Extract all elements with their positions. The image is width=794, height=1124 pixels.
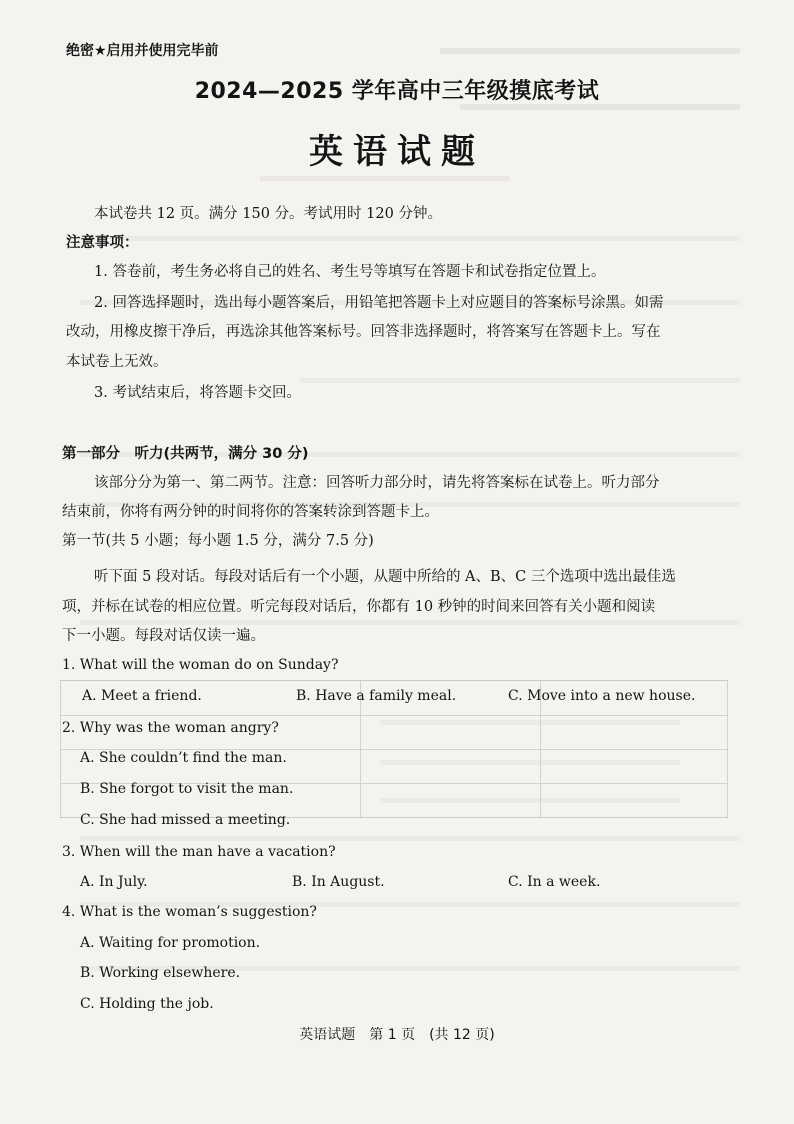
- question-1-option-a: A. Meet a friend.: [82, 688, 202, 704]
- subject-title: 英语试题: [309, 132, 485, 172]
- section1-line-1: 听下面 5 段对话。每段对话后有一个小题，从题中所给的 A、B、C 三个选项中选出最佳选: [94, 569, 676, 585]
- question-1-option-c: C. Move into a new house.: [508, 688, 696, 704]
- question-2-option-a: A. She couldn’t find the man.: [80, 750, 287, 766]
- question-2-option-c: C. She had missed a meeting.: [80, 812, 291, 828]
- question-1-stem: 1. What will the woman do on Sunday?: [62, 657, 339, 673]
- exam-intro: 本试卷共 12 页。满分 150 分。考试用时 120 分钟。: [94, 206, 442, 222]
- section1-line-3: 下一小题。每段对话仅读一遍。: [62, 628, 265, 644]
- notice-heading: 注意事项：: [66, 235, 139, 251]
- notice-item-2-line-1: 2. 回答选择题时，选出每小题答案后，用铅笔把答题卡上对应题目的答案标号涂黑。如需: [94, 295, 664, 311]
- part1-heading: 第一部分 听力(共两节，满分 30 分): [62, 446, 309, 462]
- question-2-option-b: B. She forgot to visit the man.: [80, 781, 294, 797]
- question-3-option-c: C. In a week.: [508, 874, 601, 890]
- question-4-stem: 4. What is the woman’s suggestion?: [62, 904, 317, 920]
- question-3-option-b: B. In August.: [292, 874, 385, 890]
- question-1-option-b: B. Have a family meal.: [296, 688, 457, 704]
- notice-item-2-line-3: 本试卷上无效。: [66, 354, 168, 370]
- part1-desc-line-2: 结束前，你将有两分钟的时间将你的答案转涂到答题卡上。: [62, 504, 439, 520]
- notice-item-2-line-2: 改动，用橡皮擦干净后，再选涂其他答案标号。回答非选择题时，将答案写在答题卡上。写在: [66, 324, 661, 340]
- question-2-stem: 2. Why was the woman angry?: [62, 720, 279, 736]
- question-4-option-a: A. Waiting for promotion.: [80, 935, 261, 951]
- question-4-option-c: C. Holding the job.: [80, 996, 214, 1012]
- exam-title: 2024—2025 学年高中三年级摸底考试: [194, 79, 600, 104]
- part1-desc-line-1: 该部分分为第一、第二两节。注意：回答听力部分时，请先将答案标在试卷上。听力部分: [94, 475, 660, 491]
- question-3-stem: 3. When will the man have a vacation?: [62, 844, 336, 860]
- question-3-option-a: A. In July.: [80, 874, 148, 890]
- notice-item-3: 3. 考试结束后，将答题卡交回。: [94, 385, 301, 401]
- confidential-label: 绝密★启用并使用完毕前: [66, 43, 219, 59]
- question-4-option-b: B. Working elsewhere.: [80, 965, 241, 981]
- section1-heading: 第一节(共 5 小题；每小题 1.5 分，满分 7.5 分): [62, 533, 374, 549]
- section1-line-2: 项，并标在试卷的相应位置。听完每段对话后，你都有 10 秒钟的时间来回答有关小题和阅读: [62, 599, 656, 615]
- page-footer: 英语试题 第 1 页 (共 12 页): [299, 1027, 495, 1043]
- notice-item-1: 1. 答卷前，考生务必将自己的姓名、考生号等填写在答题卡和试卷指定位置上。: [94, 264, 606, 280]
